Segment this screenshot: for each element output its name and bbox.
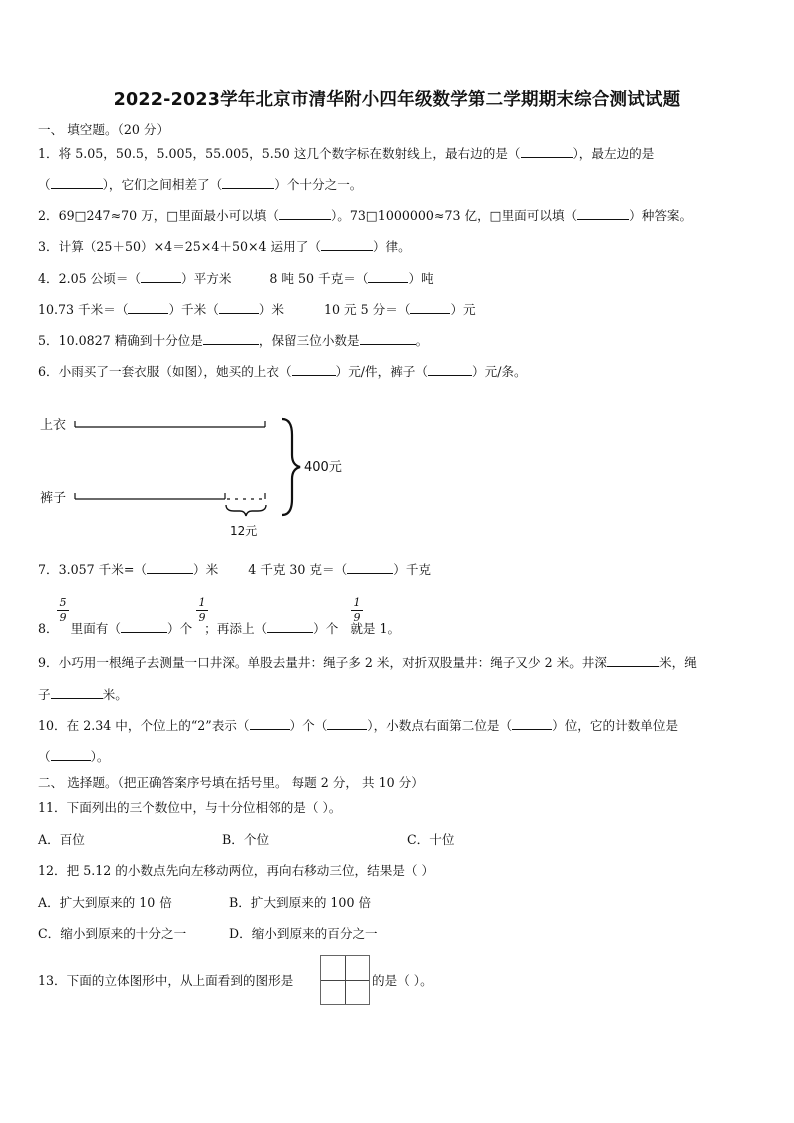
q1-text-d: ），它们之间相差了（ (102, 177, 223, 192)
q4-text-g: ）米 (258, 302, 284, 317)
answer-blank (222, 176, 274, 189)
question-11-option-b: B．个位 (222, 832, 270, 847)
question-8 (38, 620, 400, 638)
q10-text-d: ）位，它的计数单位是 (552, 718, 679, 733)
answer-blank (51, 686, 103, 699)
q2-text-a: 2．69□247≈70 万，□里面最小可以填（ (38, 208, 279, 223)
answer-blank (577, 207, 629, 220)
question-13-stem-b: 的是（ ）。 (372, 973, 433, 988)
fraction-numerator: 1 (353, 596, 361, 609)
question-12-option-c: C．缩小到原来的十分之一 (38, 926, 187, 941)
q6-text-c: ）元/条。 (472, 364, 527, 379)
answer-blank (428, 363, 472, 376)
fraction-numerator: 1 (198, 596, 206, 609)
answer-blank (321, 238, 373, 251)
question-9-line-2 (38, 686, 128, 704)
q8-text-e: ）个 (313, 621, 339, 636)
question-12-option-a: A．扩大到原来的 10 倍 (38, 895, 172, 910)
q2-text-c: ）种答案。 (629, 208, 693, 223)
clothes-price-diagram (30, 405, 350, 545)
fraction-denominator: 9 (198, 611, 206, 624)
q8-text-f: 就是 1。 (350, 621, 401, 636)
answer-blank (512, 717, 552, 730)
answer-blank (347, 561, 393, 574)
q1-text-c: （ (38, 177, 51, 192)
q10-text-f: ）。 (90, 749, 110, 764)
answer-blank (327, 717, 367, 730)
q7-text-a: 7．3.057 千米=（ (38, 562, 147, 577)
diagram-bottom-label: 裤子 (40, 491, 67, 506)
fraction-numerator: 5 (59, 596, 67, 609)
q4-text-e: 10.73 千米＝（ (38, 302, 129, 317)
question-4-line-1 (38, 270, 434, 288)
answer-blank (250, 717, 290, 730)
q1-text-a: 1．将 5.05，50.5，5.005，55.005，5.50 这几个数字标在数射线上，最右边的是（ (38, 146, 521, 161)
q4-text-a: 4．2.05 公顷＝（ (38, 271, 142, 286)
q8-text-c: ）个 (166, 621, 193, 636)
question-5 (38, 332, 428, 350)
answer-blank (121, 620, 167, 633)
q2-text-b: ）。73□1000000≈73 亿，□里面可以填（ (331, 208, 578, 223)
answer-blank (147, 561, 193, 574)
q8-text-b: 里面有（ (70, 621, 121, 636)
q5-text-b: ，保留三位小数是 (258, 333, 360, 348)
question-11-stem: 11．下面列出的三个数位中，与十分位相邻的是（ ）。 (38, 800, 342, 815)
total-brace (282, 419, 300, 515)
answer-blank (368, 270, 408, 283)
question-12-option-b: B．扩大到原来的 100 倍 (229, 895, 372, 910)
difference-label: 12元 (230, 524, 258, 538)
question-11-option-a: A．百位 (38, 832, 85, 847)
question-10-line-2 (38, 748, 109, 766)
q7-text-d: ）千克 (393, 562, 431, 577)
q4-text-h: 10 元 5 分＝（ (324, 302, 411, 317)
question-4-line-2 (38, 301, 476, 319)
q10-text-a: 10．在 2.34 中，个位上的“2”表示（ (38, 718, 250, 733)
q5-text-c: 。 (415, 333, 429, 348)
q6-text-a: 6．小雨买了一套衣服（如图），她买的上衣（ (38, 364, 292, 379)
question-3 (38, 238, 411, 256)
total-label: 400元 (304, 460, 342, 475)
q9-text-c: 子 (38, 687, 51, 702)
answer-blank (141, 270, 181, 283)
question-12-stem: 12．把 5.12 的小数点先向左移动两位，再向右移动三位，结果是（ ） (38, 863, 435, 878)
q8-text-d: ；再添上（ (204, 621, 268, 636)
q4-text-i: ）元 (450, 302, 476, 317)
q1-text-e: ）个十分之一。 (274, 177, 363, 192)
q4-text-c: 8 吨 50 千克＝（ (269, 271, 369, 286)
answer-blank (292, 363, 336, 376)
answer-blank (267, 620, 313, 633)
q6-text-b: ）元/件，裤子（ (335, 364, 428, 379)
question-10-line-1 (38, 717, 678, 735)
answer-blank (51, 748, 91, 761)
answer-blank (607, 654, 659, 667)
q4-text-d: ）吨 (408, 271, 434, 286)
question-1-line-2 (38, 176, 362, 194)
q1-text-b: ），最左边的是 (572, 146, 655, 161)
answer-blank (219, 301, 259, 314)
question-12-option-d: D．缩小到原来的百分之一 (229, 926, 378, 941)
section-1-heading: 一、 填空题。（20 分） (38, 122, 170, 137)
answer-blank (203, 332, 259, 345)
answer-blank (51, 176, 103, 189)
q8-text-a: 8． (38, 621, 59, 636)
answer-blank (410, 301, 450, 314)
question-1-line-1 (38, 145, 654, 163)
q7-text-c: 4 千克 30 克＝（ (248, 562, 348, 577)
answer-blank (360, 332, 416, 345)
grid-horizontal-line (321, 980, 369, 981)
q10-text-b: ）个（ (289, 718, 328, 733)
difference-brace (226, 505, 266, 516)
q5-text-a: 5．10.0827 精确到十分位是 (38, 333, 203, 348)
question-11-option-c: C．十位 (407, 832, 455, 847)
q4-text-b: ）平方米 (181, 271, 232, 286)
top-view-grid-figure (320, 955, 370, 1005)
answer-blank (521, 145, 573, 158)
fraction-denominator: 9 (59, 611, 67, 624)
diagram-top-label: 上衣 (40, 418, 67, 433)
question-6 (38, 363, 527, 381)
q4-text-f: ）千米（ (168, 302, 219, 317)
q10-text-e: （ (38, 749, 51, 764)
q10-text-c: ），小数点右面第二位是（ (367, 718, 513, 733)
q9-text-a: 9．小巧用一根绳子去测量一口井深。单股去量井：绳子多 2 米，对折双股量井：绳子又少 2 米。井深 (38, 655, 607, 670)
q9-text-b: 米，绳 (659, 655, 697, 670)
question-9-line-1 (38, 654, 697, 672)
q3-text-b: ）律。 (372, 239, 411, 254)
q7-text-b: ）米 (193, 562, 219, 577)
page-title: 2022-2023学年北京市清华附小四年级数学第二学期期末综合测试试题 (113, 90, 681, 110)
answer-blank (128, 301, 168, 314)
answer-blank (279, 207, 331, 220)
q3-text-a: 3．计算（25＋50）×4＝25×4＋50×4 运用了（ (38, 239, 321, 254)
q9-text-d: 米。 (102, 687, 128, 702)
fraction-denominator: 9 (353, 611, 361, 624)
question-7 (38, 561, 431, 579)
question-13-stem-a: 13．下面的立体图形中，从上面看到的图形是 (38, 973, 294, 988)
section-2-heading: 二、 选择题。（把正确答案序号填在括号里。 每题 2 分， 共 10 分） (38, 775, 424, 790)
question-2 (38, 207, 692, 225)
